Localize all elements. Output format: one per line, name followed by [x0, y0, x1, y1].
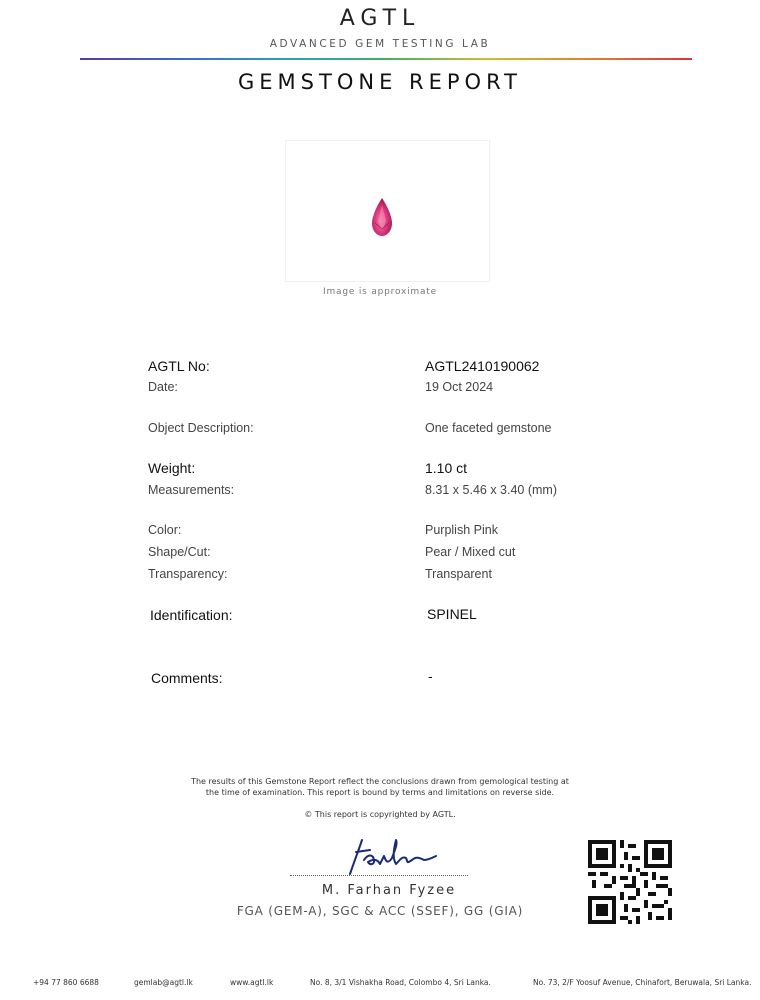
measurements-label: Measurements:: [148, 483, 235, 497]
handwritten-signature: [340, 830, 440, 876]
agtl-no-label: AGTL No:: [148, 358, 210, 374]
signatory-name: M. Farhan Fyzee: [321, 883, 457, 898]
disclaimer-line-2: the time of examination. This report is bound by terms and limitations on reverse side.: [205, 788, 555, 797]
transparency-label: Transparency:: [148, 567, 228, 581]
signature-line: [290, 875, 468, 876]
color-value: Purplish Pink: [425, 523, 498, 537]
lab-subtitle: ADVANCED GEM TESTING LAB: [269, 38, 491, 50]
disclaimer-line-1: The results of this Gemstone Report reflect the conclusions drawn from gemological testing at: [191, 777, 569, 786]
footer-phone: +94 77 860 6688: [33, 978, 99, 987]
identification-label: Identification:: [150, 607, 233, 623]
object-description-value: One faceted gemstone: [425, 421, 552, 435]
object-description-label: Object Description:: [148, 421, 254, 435]
report-title: GEMSTONE REPORT: [238, 70, 522, 94]
footer-email[interactable]: gemlab@agtl.lk: [134, 978, 193, 987]
gemstone-photo: [285, 140, 490, 282]
transparency-value: Transparent: [425, 567, 492, 581]
footer-address-colombo: No. 8, 3/1 Vishakha Road, Colombo 4, Sri Lanka.: [310, 978, 491, 987]
color-label: Color:: [148, 523, 182, 537]
shape-cut-label: Shape/Cut:: [148, 545, 211, 559]
date-value: 19 Oct 2024: [425, 380, 494, 394]
shape-cut-value: Pear / Mixed cut: [425, 545, 516, 559]
lab-logo: AGTL: [339, 6, 421, 31]
weight-value: 1.10 ct: [425, 460, 468, 476]
agtl-no-value: AGTL2410190062: [425, 358, 540, 374]
pear-gem-icon: [286, 141, 489, 281]
comments-value: -: [428, 668, 433, 684]
rainbow-divider: [80, 58, 692, 60]
footer-address-beruwala: No. 73, 2/F Yoosuf Avenue, Chinafort, Beruwala, Sri Lanka.: [533, 978, 752, 987]
date-label: Date:: [148, 380, 178, 394]
qr-code: [588, 840, 672, 924]
footer-website[interactable]: www.agtl.lk: [230, 978, 274, 987]
image-caption: Image is approximate: [323, 287, 437, 297]
signatory-credentials: FGA (GEM-A), SGC & ACC (SSEF), GG (GIA): [236, 904, 524, 918]
measurements-value: 8.31 x 5.46 x 3.40 (mm): [425, 483, 558, 497]
weight-label: Weight:: [148, 460, 196, 476]
comments-label: Comments:: [151, 670, 223, 686]
copyright-notice: © This report is copyrighted by AGTL.: [304, 810, 456, 819]
identification-value: SPINEL: [427, 606, 477, 622]
